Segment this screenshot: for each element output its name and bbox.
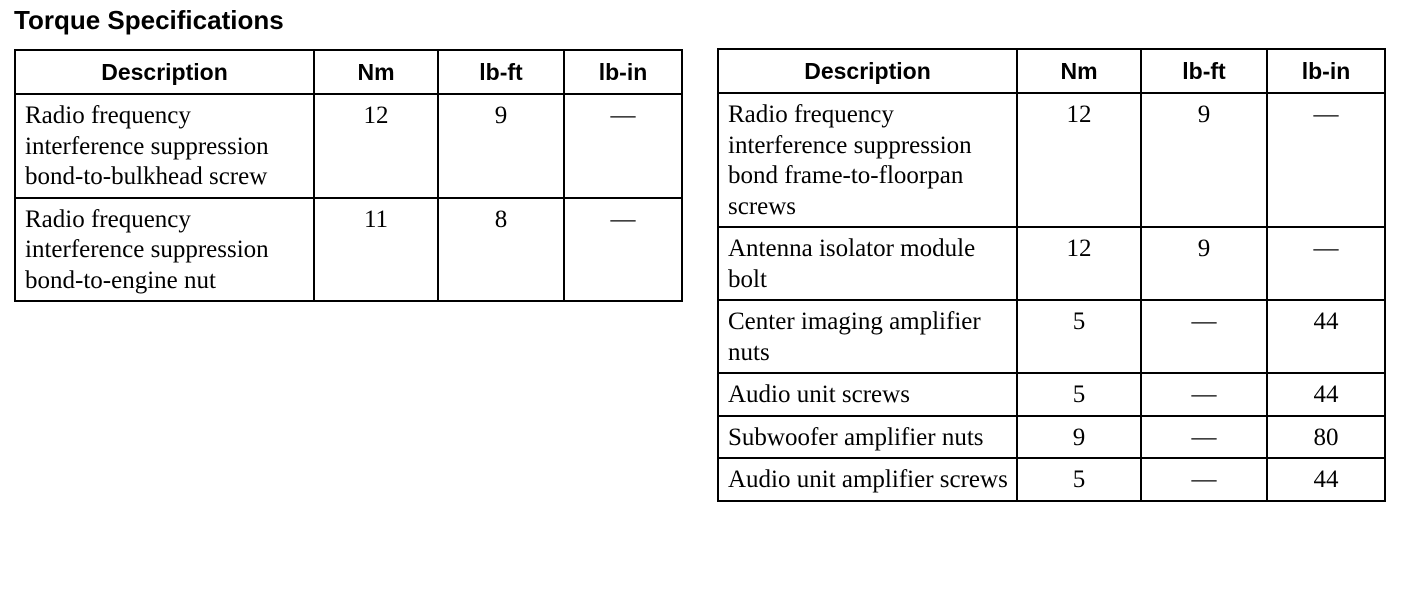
cell-description: Center imaging amplifier nuts <box>718 300 1017 373</box>
cell-nm: 11 <box>314 198 438 302</box>
cell-nm: 12 <box>1017 227 1141 300</box>
cell-nm: 12 <box>314 94 438 198</box>
table-header-row <box>718 49 1385 93</box>
header-description: Description <box>718 49 1017 93</box>
cell-nm: 5 <box>1017 373 1141 416</box>
cell-lb-in: 44 <box>1267 373 1385 416</box>
cell-lb-ft: 8 <box>438 198 564 302</box>
cell-nm: 5 <box>1017 300 1141 373</box>
table-row <box>718 416 1385 459</box>
cell-lb-in: 44 <box>1267 300 1385 373</box>
cell-description: Audio unit amplifier screws <box>718 458 1017 501</box>
cell-description: Radio frequency interference suppression bond-to-bulkhead screw <box>15 94 314 198</box>
cell-nm: 5 <box>1017 458 1141 501</box>
cell-lb-in: — <box>564 198 682 302</box>
header-lb-ft: lb-ft <box>438 50 564 94</box>
cell-lb-ft: — <box>1141 458 1267 501</box>
cell-description: Radio frequency interference suppression bond-to-engine nut <box>15 198 314 302</box>
cell-description: Radio frequency interference suppression bond frame-to-floorpan screws <box>718 93 1017 227</box>
cell-nm: 9 <box>1017 416 1141 459</box>
cell-description: Antenna isolator module bolt <box>718 227 1017 300</box>
cell-description: Audio unit screws <box>718 373 1017 416</box>
torque-table-left <box>14 49 683 302</box>
cell-description: Subwoofer amplifier nuts <box>718 416 1017 459</box>
header-nm: Nm <box>314 50 438 94</box>
table-row <box>718 458 1385 501</box>
table-header-row <box>15 50 682 94</box>
page-title: Torque Specifications <box>14 5 284 35</box>
cell-nm: 12 <box>1017 93 1141 227</box>
header-lb-ft: lb-ft <box>1141 49 1267 93</box>
cell-lb-ft: 9 <box>1141 227 1267 300</box>
table-row <box>718 227 1385 300</box>
cell-lb-in: 80 <box>1267 416 1385 459</box>
table-row <box>718 300 1385 373</box>
torque-table-right <box>717 48 1386 502</box>
cell-lb-ft: — <box>1141 416 1267 459</box>
header-nm: Nm <box>1017 49 1141 93</box>
header-description: Description <box>15 50 314 94</box>
table-row <box>15 198 682 302</box>
table-row <box>15 94 682 198</box>
header-lb-in: lb-in <box>564 50 682 94</box>
cell-lb-ft: — <box>1141 373 1267 416</box>
cell-lb-ft: — <box>1141 300 1267 373</box>
cell-lb-in: 44 <box>1267 458 1385 501</box>
header-lb-in: lb-in <box>1267 49 1385 93</box>
table-row <box>718 93 1385 227</box>
cell-lb-ft: 9 <box>438 94 564 198</box>
cell-lb-in: — <box>1267 93 1385 227</box>
table-row <box>718 373 1385 416</box>
cell-lb-in: — <box>564 94 682 198</box>
cell-lb-in: — <box>1267 227 1385 300</box>
cell-lb-ft: 9 <box>1141 93 1267 227</box>
